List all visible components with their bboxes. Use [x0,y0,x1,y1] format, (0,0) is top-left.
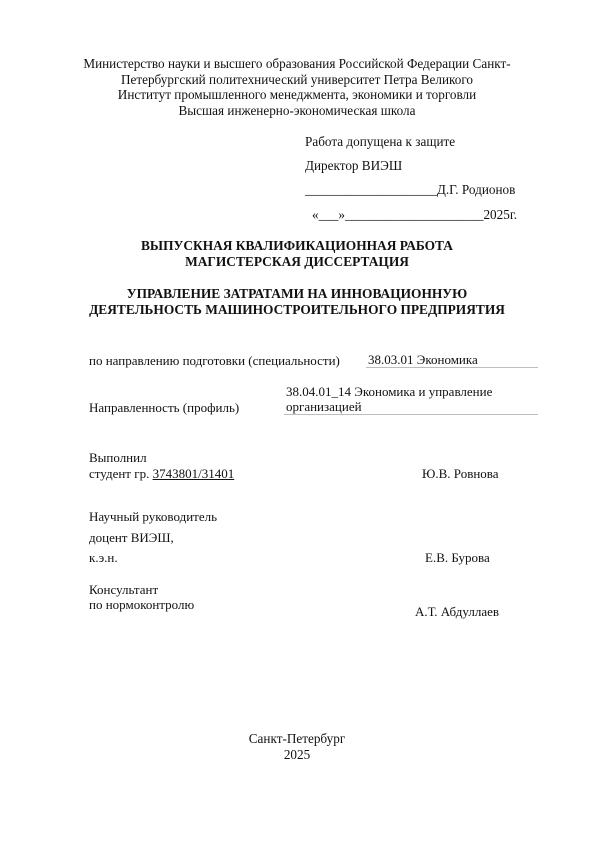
author-group-line [89,466,234,482]
approval-date-line: «___»_____________________2025г. [312,207,518,222]
direction-value [366,352,538,368]
topic-line1: УПРАВЛЕНИЕ ЗАТРАТАМИ НА ИННОВАЦИОННУЮ [126,286,468,301]
header-university: Петербургский политехнический университет Петра Великого [120,71,474,87]
institution-header [40,56,554,118]
direction-label: по направлению подготовки (специальности) [89,353,340,368]
profile-value [284,384,538,415]
supervisor-label: Научный руководитель [89,509,218,524]
profile-value-line1: 38.04.01_14 Экономика и управление [286,384,493,399]
work-type-line2: МАГИСТЕРСКАЯ ДИССЕРТАЦИЯ [185,254,409,269]
supervisor-name: Е.В. Бурова [425,550,490,565]
footer [40,731,554,763]
topic-line2: ДЕЯТЕЛЬНОСТЬ МАШИНОСТРОИТЕЛЬНОГО ПРЕДПРИЯТИЯ [89,302,505,317]
header-institute: Институт промышленного менеджмента, экономики и торговли [117,87,477,103]
direction-value-text: 38.03.01 Экономика [368,352,478,367]
header-ministry: Министерство науки и высшего образования Российской Федерации Санкт- [83,56,511,71]
consultant-label: Консультант [89,582,159,597]
profile-value-line2: организацией [286,399,362,414]
approval-admitted: Работа допущена к защите [305,134,456,149]
header-school: Высшая инженерно-экономическая школа [178,102,416,118]
approval-signature-line: ____________________Д.Г. Родионов [305,182,516,197]
thesis-topic-title [40,286,554,318]
consultant-name: А.Т. Абдуллаев [415,604,499,619]
work-type-line1: ВЫПУСКНАЯ КВАЛИФИКАЦИОННАЯ РАБОТА [141,238,453,253]
work-type-title [40,238,554,270]
footer-year: 2025 [283,747,311,762]
consultant-sub: по нормоконтролю [89,597,195,612]
supervisor-position: доцент ВИЭШ, [89,530,174,545]
profile-label: Направленность (профиль) [89,400,240,415]
supervisor-degree: к.э.н. [89,550,118,565]
author-group-number: 3743801/31401 [152,466,235,481]
author-group-prefix: студент гр. [89,466,150,481]
author-label: Выполнил [89,450,147,465]
author-name: Ю.В. Ровнова [422,466,499,481]
approval-director: Директор ВИЭШ [305,158,403,173]
footer-city: Санкт-Петербург [248,731,346,746]
